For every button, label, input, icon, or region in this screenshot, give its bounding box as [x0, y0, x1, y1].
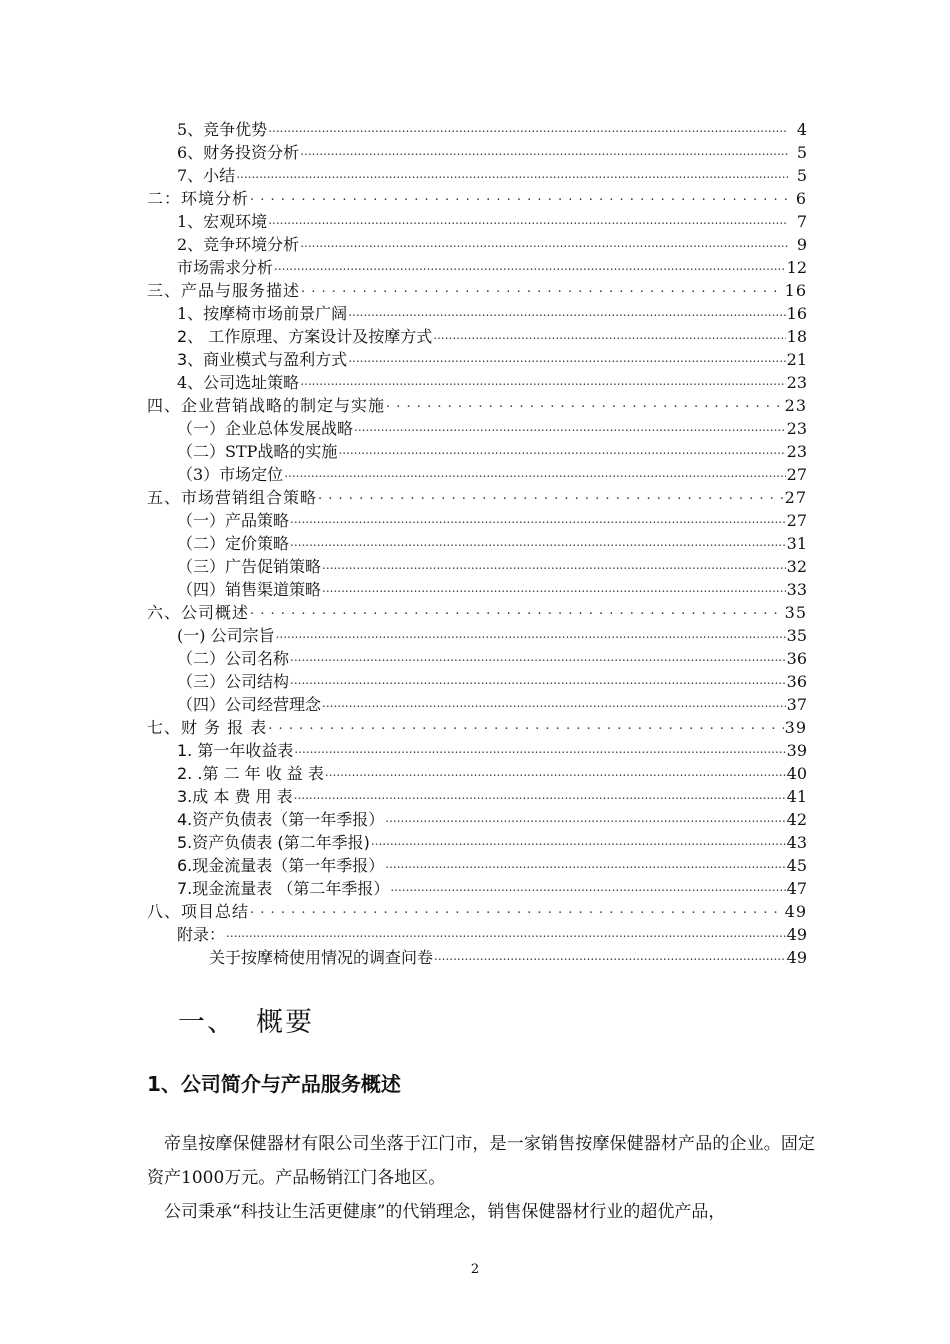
toc-page-number: 49	[784, 902, 807, 921]
toc-page-number: 39	[786, 741, 807, 760]
toc-entry-title: 七、财 务 报 表	[147, 718, 268, 737]
toc-dot-leader	[284, 465, 785, 485]
toc-page-number: 21	[786, 350, 807, 369]
toc-entry-title: （三）广告促销策略	[177, 557, 322, 576]
toc-dot-leader	[290, 649, 786, 669]
toc-entry[interactable]	[147, 439, 807, 462]
toc-entry[interactable]	[147, 462, 807, 485]
toc-dot-leader	[433, 327, 785, 347]
toc-dot-leader	[294, 741, 785, 761]
toc-entry-title: 4、公司选址策略	[177, 373, 300, 392]
toc-page-number: 31	[786, 534, 807, 553]
toc-entry-title: 5、竞争优势	[177, 120, 268, 139]
toc-entry[interactable]	[147, 485, 807, 508]
toc-dot-leader	[318, 488, 784, 508]
toc-entry-title: 5.资产负债表 (第二年季报)	[177, 833, 370, 852]
toc-dot-leader	[434, 948, 786, 968]
toc-page-number: 49	[786, 925, 807, 944]
toc-entry[interactable]	[147, 623, 807, 646]
toc-entry-title: 3.成 本 费 用 表	[177, 787, 293, 806]
toc-entry[interactable]	[147, 416, 807, 439]
toc-entry[interactable]	[147, 945, 807, 968]
toc-entry[interactable]	[147, 876, 807, 899]
toc-dot-leader	[250, 189, 788, 209]
toc-entry-title: 6.现金流量表（第一年季报）	[177, 856, 385, 875]
toc-entry-title: 五、市场营销组合策略	[147, 488, 318, 507]
toc-entry-title: 1、宏观环境	[177, 212, 268, 231]
toc-dot-leader	[290, 534, 786, 554]
toc-dot-leader	[290, 511, 786, 531]
toc-entry-title: 六、公司概述	[147, 603, 250, 622]
toc-entry[interactable]	[147, 324, 807, 347]
toc-entry[interactable]	[147, 715, 807, 738]
toc-entry[interactable]	[147, 853, 807, 876]
toc-dot-leader	[348, 304, 785, 324]
toc-entry[interactable]	[147, 370, 807, 393]
toc-page-number: 32	[786, 557, 807, 576]
toc-page-number: 23	[786, 442, 807, 461]
toc-entry-title: 2、竞争环境分析	[177, 235, 300, 254]
toc-page-number: 4	[796, 120, 807, 139]
toc-entry-title: 1. 第一年收益表	[177, 741, 294, 760]
toc-dot-leader	[274, 258, 786, 278]
toc-dot-leader	[276, 626, 786, 646]
toc-entry[interactable]	[147, 140, 807, 163]
toc-entry[interactable]	[147, 738, 807, 761]
toc-dot-leader	[338, 442, 785, 462]
toc-dot-leader	[250, 902, 784, 922]
paragraph: 帝皇按摩保健器材有限公司坐落于江门市，是一家销售按摩保健器材产品的企业。固定资产1000万元。产品畅销江门各地区。	[147, 1134, 815, 1188]
toc-entry[interactable]	[147, 784, 807, 807]
toc-entry[interactable]	[147, 807, 807, 830]
toc-entry-title: 2、 工作原理、方案设计及按摩方式	[177, 327, 433, 346]
toc-dot-leader	[300, 235, 788, 255]
body-text	[147, 1127, 815, 1229]
toc-page-number: 35	[786, 626, 807, 645]
toc-page-number: 16	[786, 304, 807, 323]
toc-entry-title: 四、企业营销战略的制定与实施	[147, 396, 386, 415]
toc-entry[interactable]	[147, 922, 807, 945]
toc-entry-title: 2. .第 二 年 收 益 表	[177, 764, 324, 783]
toc-entry-title: 关于按摩椅使用情况的调查问卷	[209, 948, 434, 967]
toc-entry[interactable]	[147, 301, 807, 324]
toc-page-number: 35	[784, 603, 807, 622]
toc-dot-leader	[268, 120, 788, 140]
toc-entry-title: （二）定价策略	[177, 534, 290, 553]
toc-dot-leader	[385, 810, 785, 830]
toc-dot-leader	[268, 718, 783, 738]
toc-entry-title: 附录：	[177, 925, 226, 944]
toc-entry-title: （三）公司结构	[177, 672, 290, 691]
toc-dot-leader	[300, 373, 785, 393]
toc-dot-leader	[322, 580, 786, 600]
toc-dot-leader	[354, 419, 786, 439]
toc-dot-leader	[290, 672, 786, 692]
toc-page-number: 37	[786, 695, 807, 714]
toc-entry[interactable]	[147, 117, 807, 140]
toc-entry-title: 八、项目总结	[147, 902, 250, 921]
toc-entry-title: 二：环境分析	[147, 189, 250, 208]
toc-entry-title: （3）市场定位	[177, 465, 284, 484]
toc-page-number: 5	[796, 166, 807, 185]
toc-page-number: 12	[786, 258, 807, 277]
toc-entry-title: （四）公司经营理念	[177, 695, 322, 714]
toc-entry[interactable]	[147, 255, 807, 278]
subsection-heading: 1、公司简介与产品服务概述	[147, 1072, 401, 1096]
toc-dot-leader	[322, 557, 786, 577]
toc-dot-leader	[348, 350, 785, 370]
toc-dot-leader	[250, 603, 784, 623]
toc-entry[interactable]	[147, 393, 807, 416]
toc-dot-leader	[371, 833, 786, 853]
toc-entry-title: （四）销售渠道策略	[177, 580, 322, 599]
toc-entry[interactable]	[147, 761, 807, 784]
page-number: 2	[470, 1262, 480, 1277]
toc-entry-title: 6、财务投资分析	[177, 143, 300, 162]
toc-entry[interactable]	[147, 899, 807, 922]
toc-page-number: 36	[786, 649, 807, 668]
toc-entry-title: 7、小结	[177, 166, 236, 185]
toc-entry-title: 市场需求分析	[177, 258, 274, 277]
toc-entry-title: （二）STP战略的实施	[177, 442, 338, 461]
toc-page-number: 47	[786, 879, 807, 898]
toc-page-number: 27	[784, 488, 807, 507]
section-heading	[178, 1000, 314, 1039]
toc-dot-leader	[226, 925, 786, 945]
toc-entry[interactable]	[147, 669, 807, 692]
toc-dot-leader	[301, 281, 784, 301]
toc-page-number: 7	[796, 212, 807, 231]
toc-dot-leader	[300, 143, 788, 163]
toc-entry-title: 4.资产负债表（第一年季报）	[177, 810, 385, 829]
toc-page-number: 33	[786, 580, 807, 599]
toc-page-number: 5	[796, 143, 807, 162]
toc-page-number: 18	[786, 327, 807, 346]
toc-page-number: 23	[784, 396, 807, 415]
toc-entry[interactable]	[147, 508, 807, 531]
toc-dot-leader	[268, 212, 788, 232]
toc-entry[interactable]	[147, 186, 807, 209]
toc-entry-title: （二）公司名称	[177, 649, 290, 668]
toc-entry[interactable]	[147, 347, 807, 370]
toc-entry[interactable]	[147, 278, 807, 301]
toc-page-number: 6	[795, 189, 807, 208]
toc-entry[interactable]	[147, 531, 807, 554]
toc-page-number: 27	[786, 511, 807, 530]
toc-entry-title: (一) 公司宗旨	[177, 626, 275, 645]
toc-page-number: 41	[786, 787, 807, 806]
toc-entry[interactable]	[147, 163, 807, 186]
toc-entry-title: （一）产品策略	[177, 511, 290, 530]
toc-dot-leader	[236, 166, 788, 186]
toc-page-number: 23	[786, 373, 807, 392]
toc-page-number: 43	[786, 833, 807, 852]
toc-dot-leader	[294, 787, 786, 807]
toc-page-number: 45	[786, 856, 807, 875]
toc-dot-leader	[385, 856, 785, 876]
toc-page-number: 42	[786, 810, 807, 829]
toc-page-number: 23	[786, 419, 807, 438]
toc-entry[interactable]	[147, 209, 807, 232]
toc-entry[interactable]	[147, 830, 807, 853]
toc-page-number: 40	[786, 764, 807, 783]
toc-page-number: 49	[786, 948, 807, 967]
toc-dot-leader	[386, 396, 784, 416]
toc-entry-title: 三、产品与服务描述	[147, 281, 301, 300]
toc-entry[interactable]	[147, 232, 807, 255]
toc-entry-title: 3、商业模式与盈利方式	[177, 350, 348, 369]
table-of-contents	[147, 117, 807, 968]
toc-page-number: 36	[786, 672, 807, 691]
toc-page-number: 9	[796, 235, 807, 254]
toc-dot-leader	[390, 879, 785, 899]
toc-entry[interactable]	[147, 600, 807, 623]
toc-entry[interactable]	[147, 692, 807, 715]
toc-page-number: 27	[786, 465, 807, 484]
toc-entry-title: 7.现金流量表 （第二年季报）	[177, 879, 390, 898]
toc-entry[interactable]	[147, 646, 807, 669]
toc-entry[interactable]	[147, 577, 807, 600]
toc-page-number: 39	[784, 718, 807, 737]
toc-dot-leader	[322, 695, 786, 715]
paragraph: 公司秉承“科技让生活更健康”的代销理念，销售保健器材行业的超优产品，	[164, 1202, 726, 1222]
toc-entry-title: 1、按摩椅市场前景广阔	[177, 304, 348, 323]
section-number: 一、	[178, 1007, 236, 1038]
toc-dot-leader	[325, 764, 786, 784]
toc-entry[interactable]	[147, 554, 807, 577]
section-title: 概要	[256, 1007, 314, 1038]
toc-page-number: 16	[784, 281, 807, 300]
toc-entry-title: （一）企业总体发展战略	[177, 419, 354, 438]
